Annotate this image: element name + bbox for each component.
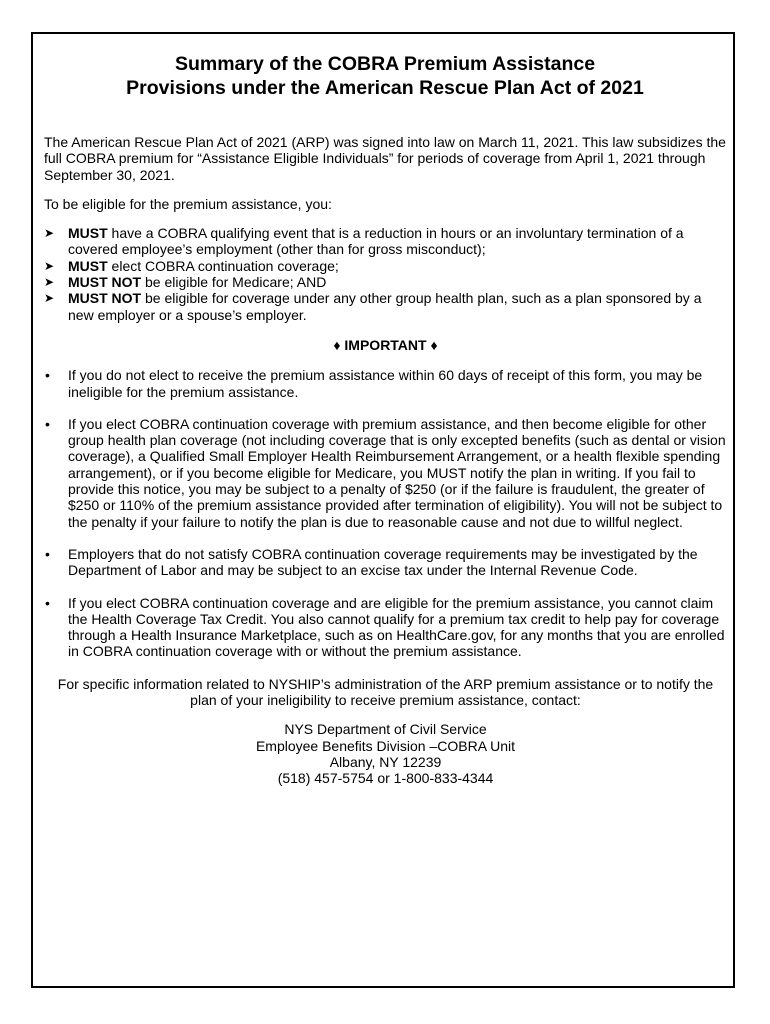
arrow-bullet-icon: ➤ xyxy=(44,291,55,306)
note-text: If you do not elect to receive the premium assistance within 60 days of receipt of this form, you may be ineligible for the premium assistance. xyxy=(68,367,703,400)
note-text: If you elect COBRA continuation coverage with premium assistance, and then become eligible for other group health plan coverage (not including coverage that is only excepted benefits (such as dental or vision coverage), a Qualified Small Employer Health Reimbursement Arrangement, or a health flexible spending arrangement), or if you become eligible for Medicare, you MUST notify the plan in writing. If you fail to provide this notice, you may be subject to a penalty of $250 (or if the failure is fraudulent, the greater of $250 or 110% of the premium assistance provided after termination of eligibility). You will not be subject to the penalty if your failure to notify the plan is due to reasonable cause and not due to willful neglect. xyxy=(68,415,726,530)
note-item xyxy=(44,367,727,400)
eligibility-item xyxy=(44,258,727,274)
arrow-bullet-icon: ➤ xyxy=(44,275,55,290)
contact-address xyxy=(44,721,727,786)
note-item xyxy=(44,595,727,660)
title-line-1: Summary of the COBRA Premium Assistance xyxy=(174,53,596,75)
title-line-2: Provisions under the American Rescue Plan Act of 2021 xyxy=(126,77,644,99)
eligibility-list xyxy=(44,225,727,323)
eligibility-item xyxy=(44,290,727,323)
document-title xyxy=(33,52,737,100)
bullet-dot-icon: • xyxy=(45,367,50,384)
requirement-keyword: MUST NOT xyxy=(68,274,142,291)
note-item xyxy=(44,546,727,579)
requirement-keyword: MUST NOT xyxy=(68,290,142,307)
eligibility-intro: To be eligible for the premium assistance, you: xyxy=(44,195,332,212)
bullet-dot-icon: • xyxy=(45,415,50,432)
intro-paragraph: The American Rescue Plan Act of 2021 (ARP) was signed into law on March 11, 2021. This law subsidizes the full COBRA premium for “Assistance Eligible Individuals” for periods of coverage from April 1, 2021 through September 30, 2021. xyxy=(44,134,726,183)
arrow-bullet-icon: ➤ xyxy=(44,258,55,273)
requirement-keyword: MUST xyxy=(68,225,108,242)
requirement-text: elect COBRA continuation coverage; xyxy=(107,257,339,274)
requirement-keyword: MUST xyxy=(68,257,108,274)
address-line: Albany, NY 12239 xyxy=(329,753,442,770)
eligibility-item xyxy=(44,274,727,290)
document-body xyxy=(44,134,727,787)
note-item xyxy=(44,416,727,530)
arrow-bullet-icon: ➤ xyxy=(44,226,55,241)
important-notes-list xyxy=(44,367,727,659)
eligibility-item xyxy=(44,225,727,258)
requirement-text: be eligible for Medicare; AND xyxy=(141,274,327,291)
phone-numbers: (518) 457-5754 or 1-800-833-4344 xyxy=(277,770,494,787)
address-line: NYS Department of Civil Service xyxy=(284,721,487,738)
bullet-dot-icon: • xyxy=(45,594,50,611)
requirement-text: have a COBRA qualifying event that is a reduction in hours or an involuntary termination of a covered employee’s employment (other than for gross misconduct); xyxy=(68,225,684,258)
contact-intro: For specific information related to NYSHIP’s administration of the ARP premium assistance or to notify the plan of your ineligibility to receive premium assistance, contact: xyxy=(57,675,714,709)
bullet-dot-icon: • xyxy=(45,545,50,562)
note-text: If you elect COBRA continuation coverage and are eligible for the premium assistance, you cannot claim the Health Coverage Tax Credit. You also cannot qualify for a premium tax credit to help pay for coverage through a Health Insurance Marketplace, such as on HealthCare.gov, for any months that you are enrolled in COBRA continuation coverage with or without the premium assistance. xyxy=(68,594,725,660)
address-line: Employee Benefits Division –COBRA Unit xyxy=(255,737,516,754)
requirement-text: be eligible for coverage under any other group health plan, such as a plan sponsored by a new employer or a spouse’s employer. xyxy=(68,290,702,323)
note-text: Employers that do not satisfy COBRA continuation coverage requirements may be investigated by the Department of Labor and may be subject to an excise tax under the Internal Revenue Code. xyxy=(68,545,698,579)
important-heading: ♦ IMPORTANT ♦ xyxy=(333,336,438,353)
